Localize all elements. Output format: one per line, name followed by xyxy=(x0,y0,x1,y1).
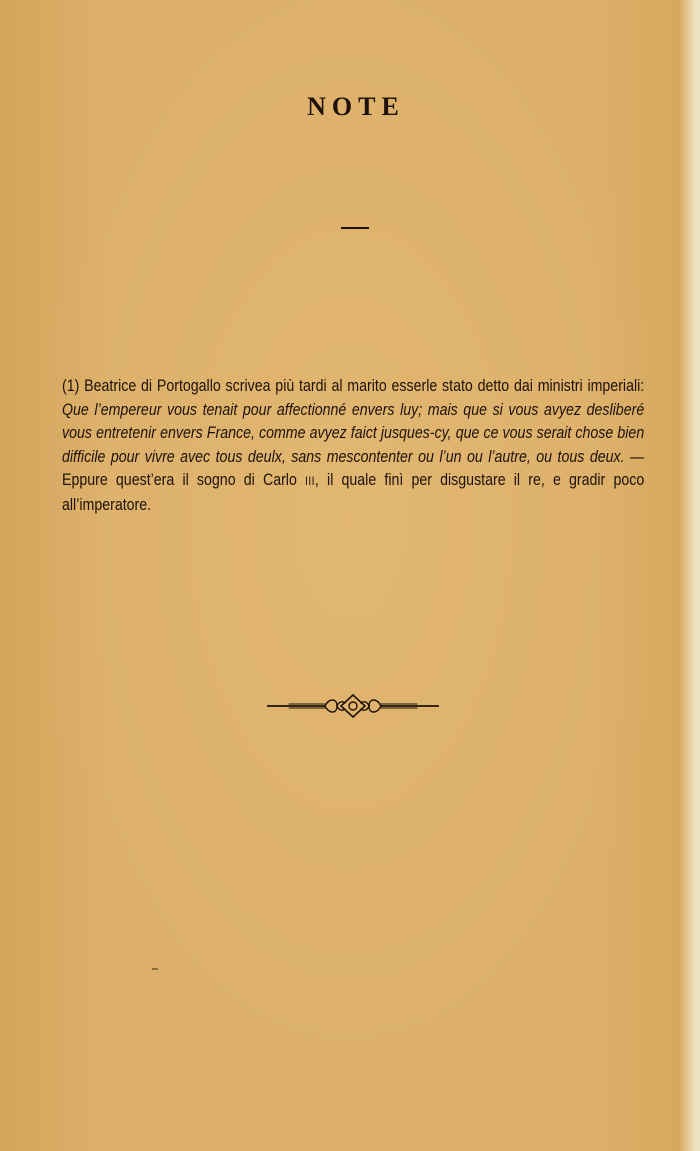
footnote-quote: Que l’empereur vous tenait pour affectionné envers luy; mais que si vous avyez desliberé vous entretenir envers France, comme avyez faict jusques-cy, que ce vous serait chose bien difficile pour vivre avec tous deulx, sans mescontenter ou l’un ou l’autre, ou tous deux. xyxy=(62,400,645,466)
title-rule xyxy=(341,227,369,229)
page-edge xyxy=(692,0,700,1151)
footnote-dash: — xyxy=(624,447,645,466)
footnote-marker: (1) xyxy=(62,377,80,395)
ink-speck xyxy=(152,968,158,970)
footnote-ending: , il quale finì per disgustare il re, e gradir poco all’imperatore. xyxy=(62,471,645,514)
roman-numeral: III xyxy=(305,474,315,488)
page-title: NOTE xyxy=(307,92,405,121)
footnote-intro: Beatrice di Portogallo scrivea più tardi al marito esserle stato detto dai ministri imperiali: xyxy=(84,377,645,395)
footnote-continuation: Eppure quest’era il sogno di Carlo xyxy=(62,471,297,489)
tailpiece-ornament-icon xyxy=(267,692,439,720)
footnote xyxy=(62,375,644,517)
